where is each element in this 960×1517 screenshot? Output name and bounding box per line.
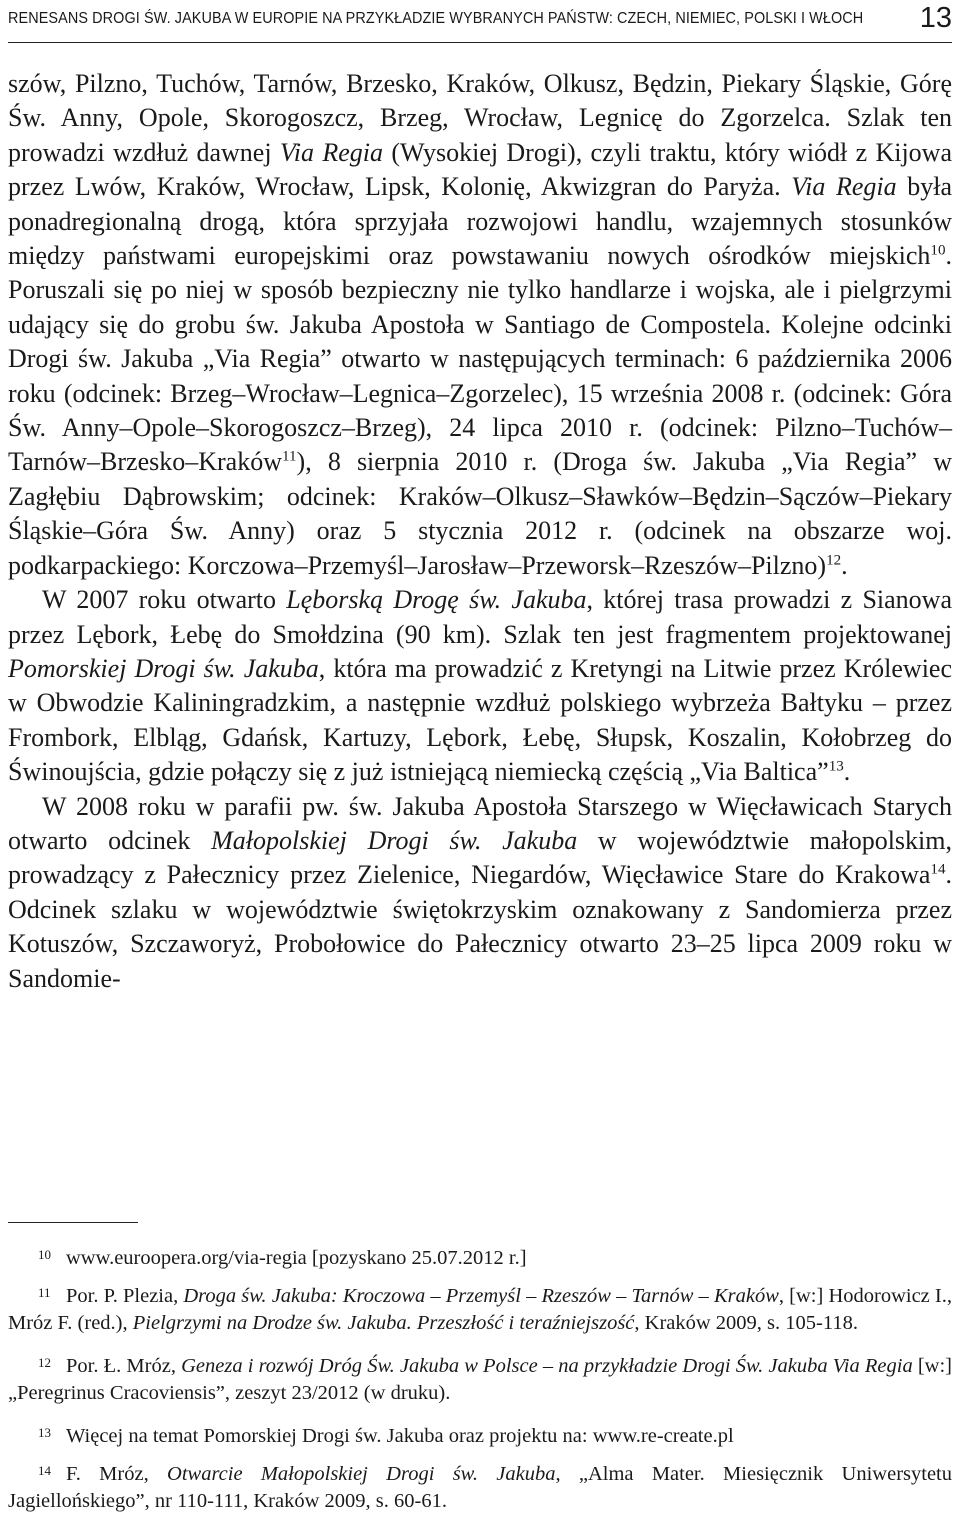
footnote-ref[interactable]: 12	[826, 552, 842, 569]
emphasis: Otwarcie Małopolskiej Drogi św. Jakuba	[167, 1462, 556, 1485]
header-rule	[8, 42, 952, 43]
footnote: 13 Więcej na temat Pomorskiej Drogi św. Jakuba oraz projektu na: www.re-create.pl	[8, 1419, 952, 1451]
footnote: 10 www.euroopera.org/via-regia [pozyskano 25.07.2012 r.]	[8, 1241, 952, 1273]
emphasis: Droga św. Jakuba: Kroczowa – Przemyśl – Rzeszów – Tarnów – Kraków	[183, 1284, 779, 1307]
emphasis: Via Regia	[279, 137, 384, 167]
footnote-number: 12	[38, 1354, 51, 1370]
paragraph: szów, Pilzno, Tuchów, Tarnów, Brzesko, Kraków, Olkusz, Będzin, Piekary Śląskie, Górę Św. Anny, Opole, Skorogoszcz, Brzeg, Wrocław, Legnicę do Zgorzelca. Szlak ten prowadzi wzdłuż dawnej Via Regia (Wysokiej Drogi), czyli traktu, który wiódł z Kijowa przez Lwów, Kraków, Wrocław, Lipsk, Kolonię, Akwizgran do Paryża. Via Regia była ponadregionalną drogą, która sprzyjała rozwojowi handlu, wzajemnych stosunków między państwami europejskimi oraz powstawaniu nowych ośrodków miejskich$^{10}$. Poruszali się po niej w sposób bezpieczny nie tylko handlarze i wojska, ale i pielgrzymi udający się do grobu św. Jakuba Apostoła w Santiago de Compostela. Kolejne odcinki Drogi św. Jakuba „Via Regia” otwarto w następujących terminach: 6 października 2006 roku (odcinek: Brzeg–Wrocław–Legnica–Zgorzelec), 15 września 2008 r. (odcinek: Góra Św. Anny–Opole–Skorogoszcz–Brzeg), 24 lipca 2010 r. (odcinek: Pilzno–Tuchów–Tarnów–Brzesko–Kraków$^{11}$), 8 sierpnia 2010 r. (Droga św. Jakuba „Via Regia” w Zagłębiu Dąbrowskim; odcinek: Kraków–Olkusz–Sławków–Będzin–Sączów–Piekary Śląskie–Góra Św. Anny) oraz 5 stycznia 2012 r. (odcinek na obszarze woj. podkarpackiego: Korczowa–Przemyśl–Jarosław–Przeworsk–Rzeszów–Pilzno)$^{12}$.	[8, 69, 952, 580]
footnote: 11 Por. P. Plezia, Droga św. Jakuba: Kroczowa – Przemyśl – Rzeszów – Tarnów – Kraków, [w:] Hodorowicz I., Mróz F. (red.), Pielgrzymi na Drodze św. Jakuba. Przeszłość i teraźniejszość, Kraków 2009, s. 105-118.	[8, 1279, 952, 1338]
footnote-number: 11	[38, 1284, 51, 1300]
footnote: 14 F. Mróz, Otwarcie Małopolskiej Drogi św. Jakuba, „Alma Mater. Miesięcznik Uniwersytetu Jagiellońskiego”, nr 110-111, Kraków 2009, s. 60-61.	[8, 1457, 952, 1516]
footnotes	[8, 1241, 952, 1516]
page-number: 13	[919, 2, 952, 34]
footnote-number: 10	[38, 1247, 51, 1262]
footnote-number: 13	[38, 1424, 51, 1440]
emphasis: Via Regia	[791, 172, 897, 202]
emphasis: Geneza i rozwój Dróg Św. Jakuba w Polsce – na przykładzie Drogi Św. Jakuba Via Regia	[181, 1354, 913, 1377]
main-text	[8, 67, 952, 996]
emphasis: Lęborską Drogę św. Jakuba	[286, 585, 587, 615]
page-header	[8, 4, 952, 38]
paragraph: W 2008 roku w parafii pw. św. Jakuba Apostoła Starszego w Więcławicach Starych otwarto odcinek Małopolskiej Drogi św. Jakuba w województwie małopolskim, prowadzący z Pałecznicy przez Zielenice, Niegardów, Więcławice Stare do Krakowa$^{14}$. Odcinek szlaku w województwie świętokrzyskim oznakowany z Sandomierza przez Kotuszów, Szczaworyż, Probołowice do Pałecznicy otwarto 23–25 lipca 2009 roku w Sandomie-	[8, 791, 952, 993]
footnote-ref[interactable]: 10	[930, 242, 946, 259]
footnote-rule	[8, 1222, 138, 1223]
running-head: RENESANS DROGI ŚW. JAKUBA W EUROPIE NA PRZYKŁADZIE WYBRANYCH PAŃSTW: CZECH, NIEMIEC, POLSKI I WŁOCH	[8, 10, 864, 27]
footnote-ref[interactable]: 14	[930, 861, 946, 878]
emphasis: Pielgrzymi na Drodze św. Jakuba. Przeszłość i teraźniejszość	[132, 1312, 635, 1335]
emphasis: Pomorskiej Drogi św. Jakuba	[8, 653, 319, 683]
footnote-ref[interactable]: 11	[282, 448, 297, 465]
emphasis: Małopolskiej Drogi św. Jakuba	[211, 825, 578, 855]
footnote-ref[interactable]: 13	[828, 758, 844, 775]
footnote: 12 Por. Ł. Mróz, Geneza i rozwój Dróg Św. Jakuba w Polsce – na przykładzie Drogi Św. Jakuba Via Regia [w:] „Peregrinus Cracoviensis”, zeszyt 23/2012 (w druku).	[8, 1349, 952, 1408]
paragraph: W 2007 roku otwarto Lęborską Drogę św. Jakuba, której trasa prowadzi z Sianowa przez Lębork, Łebę do Smołdzina (90 km). Szlak ten jest fragmentem projektowanej Pomorskiej Drogi św. Jakuba, która ma prowadzić z Kretyngi na Litwie przez Królewiec w Obwodzie Kaliningradzkim, a następnie wzdłuż polskiego wybrzeża Bałtyku – przez Frombork, Elbląg, Gdańsk, Kartuzy, Lębork, Łebę, Słupsk, Koszalin, Kołobrzeg do Świnoujścia, gdzie połączy się z już istniejącą niemiecką częścią „Via Baltica”$^{13}$.	[8, 585, 952, 787]
footnote-number: 14	[38, 1462, 51, 1478]
